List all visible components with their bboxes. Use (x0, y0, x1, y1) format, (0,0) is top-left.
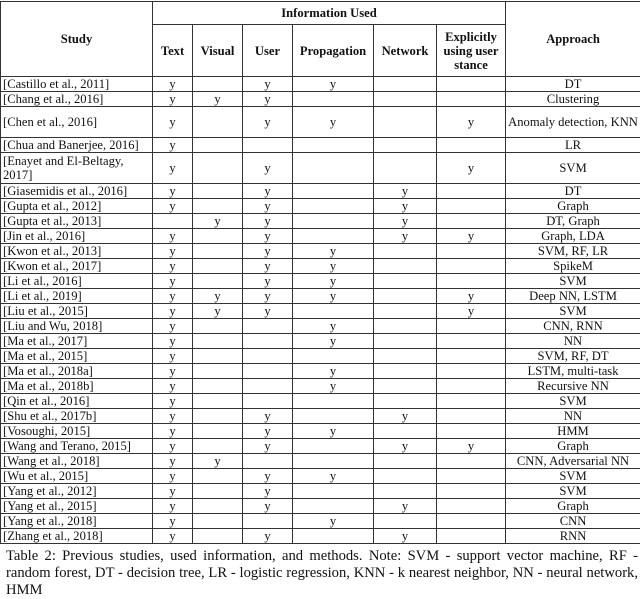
network-cell (374, 469, 437, 484)
user-cell: y (243, 409, 293, 424)
stance-cell (437, 184, 506, 199)
network-cell (374, 484, 437, 499)
header-network: Network (374, 25, 437, 77)
user-cell: y (243, 259, 293, 274)
header-visual: Visual (193, 25, 243, 77)
approach-cell: Graph (506, 499, 640, 514)
text-cell: y (153, 304, 193, 319)
propagation-cell (293, 184, 374, 199)
table-row (1, 379, 640, 394)
propagation-cell: y (293, 469, 374, 484)
text-cell: y (153, 289, 193, 304)
visual-cell (193, 334, 243, 349)
text-cell: y (153, 274, 193, 289)
stance-cell: y (437, 229, 506, 244)
network-cell: y (374, 184, 437, 199)
text-cell: y (153, 199, 193, 214)
user-cell: y (243, 214, 293, 229)
text-cell: y (153, 499, 193, 514)
table-row (1, 199, 640, 214)
visual-cell (193, 499, 243, 514)
propagation-cell: y (293, 514, 374, 529)
stance-cell (437, 259, 506, 274)
network-cell (374, 454, 437, 469)
approach-cell: NN (506, 409, 640, 424)
table-row (1, 454, 640, 469)
stance-cell (437, 484, 506, 499)
table-row (1, 499, 640, 514)
user-cell: y (243, 304, 293, 319)
table-row (1, 439, 640, 454)
text-cell: y (153, 529, 193, 544)
visual-cell (193, 379, 243, 394)
text-cell: y (153, 319, 193, 334)
header-study: Study (1, 2, 153, 77)
network-cell (374, 259, 437, 274)
propagation-cell (293, 138, 374, 153)
table-row (1, 304, 640, 319)
propagation-cell (293, 92, 374, 107)
approach-cell: DT (506, 77, 640, 92)
approach-cell: LR (506, 138, 640, 153)
user-cell: y (243, 289, 293, 304)
table-row (1, 424, 640, 439)
study-cell: [Yang et al., 2015] (1, 499, 153, 514)
approach-cell: NN (506, 334, 640, 349)
user-cell (243, 454, 293, 469)
visual-cell (193, 138, 243, 153)
approach-cell: SVM (506, 274, 640, 289)
text-cell: y (153, 138, 193, 153)
propagation-cell: y (293, 379, 374, 394)
visual-cell (193, 424, 243, 439)
text-cell: y (153, 514, 193, 529)
approach-cell: LSTM, multi-task (506, 364, 640, 379)
user-cell (243, 364, 293, 379)
approach-cell: CNN (506, 514, 640, 529)
network-cell (374, 424, 437, 439)
stance-cell (437, 138, 506, 153)
network-cell (374, 334, 437, 349)
table-row (1, 394, 640, 409)
studies-table (0, 1, 640, 544)
table-caption: Table 2: Previous studies, used information, and methods. Note: SVM - support vector machine, RF - random forest, DT - decision tree, LR - logistic regression, KNN - k nearest neighbor, NN - neural network, HMM (6, 548, 638, 599)
approach-cell: Graph, LDA (506, 229, 640, 244)
visual-cell: y (193, 214, 243, 229)
stance-cell: y (437, 153, 506, 184)
stance-cell: y (437, 304, 506, 319)
visual-cell (193, 107, 243, 138)
table-row (1, 214, 640, 229)
propagation-cell (293, 349, 374, 364)
visual-cell (193, 469, 243, 484)
user-cell: y (243, 499, 293, 514)
text-cell: y (153, 349, 193, 364)
propagation-cell (293, 394, 374, 409)
stance-cell (437, 319, 506, 334)
user-cell: y (243, 484, 293, 499)
stance-cell (437, 499, 506, 514)
network-cell: y (374, 229, 437, 244)
table-row (1, 229, 640, 244)
table-row (1, 138, 640, 153)
stance-cell (437, 454, 506, 469)
approach-cell: SVM (506, 304, 640, 319)
header-propagation: Propagation (293, 25, 374, 77)
propagation-cell: y (293, 77, 374, 92)
table-row (1, 469, 640, 484)
study-cell: [Ma et al., 2017] (1, 334, 153, 349)
approach-cell: SVM, RF, LR (506, 244, 640, 259)
table-row (1, 484, 640, 499)
text-cell: y (153, 229, 193, 244)
network-cell: y (374, 199, 437, 214)
visual-cell (193, 244, 243, 259)
user-cell: y (243, 244, 293, 259)
stance-cell: y (437, 107, 506, 138)
approach-cell: SVM (506, 153, 640, 184)
stance-cell (437, 214, 506, 229)
visual-cell (193, 259, 243, 274)
user-cell: y (243, 229, 293, 244)
user-cell (243, 394, 293, 409)
study-cell: [Chen et al., 2016] (1, 107, 153, 138)
table-row (1, 77, 640, 92)
stance-cell (437, 77, 506, 92)
network-cell (374, 514, 437, 529)
user-cell: y (243, 439, 293, 454)
propagation-cell: y (293, 107, 374, 138)
propagation-cell (293, 454, 374, 469)
study-cell: [Wang and Terano, 2015] (1, 439, 153, 454)
network-cell (374, 92, 437, 107)
approach-cell: SVM, RF, DT (506, 349, 640, 364)
network-cell (374, 77, 437, 92)
propagation-cell: y (293, 334, 374, 349)
visual-cell (193, 319, 243, 334)
propagation-cell (293, 214, 374, 229)
stance-cell (437, 349, 506, 364)
header-user: User (243, 25, 293, 77)
propagation-cell: y (293, 424, 374, 439)
study-cell: [Ma et al., 2018a] (1, 364, 153, 379)
text-cell: y (153, 424, 193, 439)
visual-cell (193, 484, 243, 499)
study-cell: [Yang et al., 2012] (1, 484, 153, 499)
text-cell: y (153, 394, 193, 409)
visual-cell: y (193, 289, 243, 304)
network-cell (374, 364, 437, 379)
visual-cell (193, 529, 243, 544)
table-row (1, 107, 640, 138)
study-cell: [Wu et al., 2015] (1, 469, 153, 484)
stance-cell: y (437, 439, 506, 454)
approach-cell: SVM (506, 484, 640, 499)
text-cell: y (153, 379, 193, 394)
study-cell: [Liu and Wu, 2018] (1, 319, 153, 334)
approach-cell: Graph (506, 199, 640, 214)
text-cell: y (153, 454, 193, 469)
visual-cell (193, 349, 243, 364)
stance-cell (437, 274, 506, 289)
visual-cell (193, 394, 243, 409)
study-cell: [Ma et al., 2015] (1, 349, 153, 364)
user-cell: y (243, 77, 293, 92)
user-cell: y (243, 199, 293, 214)
text-cell: y (153, 153, 193, 184)
user-cell: y (243, 529, 293, 544)
visual-cell: y (193, 304, 243, 319)
table-row (1, 364, 640, 379)
table-row (1, 289, 640, 304)
study-cell: [Chua and Banerjee, 2016] (1, 138, 153, 153)
propagation-cell (293, 499, 374, 514)
visual-cell (193, 153, 243, 184)
table-row (1, 409, 640, 424)
header-approach: Approach (506, 2, 640, 77)
visual-cell (193, 439, 243, 454)
propagation-cell (293, 304, 374, 319)
text-cell (153, 214, 193, 229)
stance-cell (437, 334, 506, 349)
propagation-cell: y (293, 259, 374, 274)
study-cell: [Ma et al., 2018b] (1, 379, 153, 394)
study-cell: [Shu et al., 2017b] (1, 409, 153, 424)
text-cell: y (153, 334, 193, 349)
text-cell: y (153, 469, 193, 484)
approach-cell: CNN, RNN (506, 319, 640, 334)
user-cell (243, 379, 293, 394)
network-cell (374, 394, 437, 409)
study-cell: [Kwon et al., 2013] (1, 244, 153, 259)
network-cell (374, 379, 437, 394)
header-user-stance: Explicitly using user stance (437, 25, 506, 77)
study-cell: [Liu et al., 2015] (1, 304, 153, 319)
network-cell (374, 153, 437, 184)
user-cell: y (243, 274, 293, 289)
network-cell (374, 244, 437, 259)
text-cell: y (153, 364, 193, 379)
text-cell: y (153, 409, 193, 424)
table-row (1, 244, 640, 259)
user-cell: y (243, 107, 293, 138)
table-row (1, 349, 640, 364)
visual-cell (193, 409, 243, 424)
network-cell (374, 289, 437, 304)
approach-cell: Recursive NN (506, 379, 640, 394)
text-cell: y (153, 77, 193, 92)
user-cell: y (243, 424, 293, 439)
user-cell (243, 349, 293, 364)
propagation-cell (293, 409, 374, 424)
propagation-cell (293, 484, 374, 499)
table-row (1, 334, 640, 349)
network-cell (374, 319, 437, 334)
table-row (1, 529, 640, 544)
text-cell: y (153, 259, 193, 274)
approach-cell: HMM (506, 424, 640, 439)
user-cell: y (243, 153, 293, 184)
propagation-cell: y (293, 274, 374, 289)
visual-cell (193, 514, 243, 529)
study-cell: [Qin et al., 2016] (1, 394, 153, 409)
text-cell: y (153, 184, 193, 199)
propagation-cell: y (293, 364, 374, 379)
network-cell (374, 304, 437, 319)
approach-cell: CNN, Adversarial NN (506, 454, 640, 469)
network-cell (374, 138, 437, 153)
network-cell: y (374, 439, 437, 454)
approach-cell: Anomaly detection, KNN (506, 107, 640, 138)
visual-cell: y (193, 92, 243, 107)
study-cell: [Castillo et al., 2011] (1, 77, 153, 92)
study-cell: [Wang et al., 2018] (1, 454, 153, 469)
network-cell: y (374, 214, 437, 229)
table-row (1, 319, 640, 334)
visual-cell: y (193, 454, 243, 469)
stance-cell (437, 364, 506, 379)
user-cell (243, 514, 293, 529)
study-cell: [Gupta et al., 2012] (1, 199, 153, 214)
text-cell: y (153, 244, 193, 259)
text-cell: y (153, 484, 193, 499)
study-cell: [Enayet and El-Beltagy, 2017] (1, 153, 153, 184)
propagation-cell: y (293, 319, 374, 334)
table-row (1, 514, 640, 529)
study-cell: [Li et al., 2016] (1, 274, 153, 289)
network-cell (374, 349, 437, 364)
approach-cell: Deep NN, LSTM (506, 289, 640, 304)
stance-cell (437, 409, 506, 424)
table-row (1, 274, 640, 289)
network-cell: y (374, 499, 437, 514)
study-cell: [Yang et al., 2018] (1, 514, 153, 529)
visual-cell (193, 184, 243, 199)
header-information-used: Information Used (153, 2, 506, 25)
table-row (1, 153, 640, 184)
study-cell: [Kwon et al., 2017] (1, 259, 153, 274)
user-cell (243, 138, 293, 153)
visual-cell (193, 77, 243, 92)
stance-cell: y (437, 289, 506, 304)
network-cell (374, 274, 437, 289)
approach-cell: DT (506, 184, 640, 199)
approach-cell: Graph (506, 439, 640, 454)
stance-cell (437, 529, 506, 544)
text-cell: y (153, 439, 193, 454)
user-cell: y (243, 469, 293, 484)
table-row (1, 259, 640, 274)
table-row (1, 92, 640, 107)
text-cell: y (153, 107, 193, 138)
propagation-cell (293, 199, 374, 214)
approach-cell: SpikeM (506, 259, 640, 274)
approach-cell: DT, Graph (506, 214, 640, 229)
propagation-cell: y (293, 289, 374, 304)
network-cell: y (374, 529, 437, 544)
stance-cell (437, 469, 506, 484)
propagation-cell (293, 529, 374, 544)
header-text: Text (153, 25, 193, 77)
approach-cell: Clustering (506, 92, 640, 107)
user-cell: y (243, 184, 293, 199)
table-row (1, 184, 640, 199)
table-body (1, 77, 640, 544)
study-cell: [Vosoughi, 2015] (1, 424, 153, 439)
study-cell: [Giasemidis et al., 2016] (1, 184, 153, 199)
stance-cell (437, 92, 506, 107)
study-cell: [Gupta et al., 2013] (1, 214, 153, 229)
visual-cell (193, 274, 243, 289)
visual-cell (193, 229, 243, 244)
text-cell: y (153, 92, 193, 107)
stance-cell (437, 199, 506, 214)
stance-cell (437, 244, 506, 259)
user-cell: y (243, 92, 293, 107)
propagation-cell (293, 439, 374, 454)
propagation-cell (293, 153, 374, 184)
network-cell (374, 107, 437, 138)
user-cell (243, 319, 293, 334)
approach-cell: RNN (506, 529, 640, 544)
stance-cell (437, 424, 506, 439)
stance-cell (437, 379, 506, 394)
network-cell: y (374, 409, 437, 424)
study-cell: [Chang et al., 2016] (1, 92, 153, 107)
visual-cell (193, 199, 243, 214)
approach-cell: SVM (506, 394, 640, 409)
study-cell: [Li et al., 2019] (1, 289, 153, 304)
study-cell: [Jin et al., 2016] (1, 229, 153, 244)
stance-cell (437, 394, 506, 409)
study-cell: [Zhang et al., 2018] (1, 529, 153, 544)
stance-cell (437, 514, 506, 529)
approach-cell: SVM (506, 469, 640, 484)
propagation-cell (293, 229, 374, 244)
propagation-cell: y (293, 244, 374, 259)
user-cell (243, 334, 293, 349)
visual-cell (193, 364, 243, 379)
